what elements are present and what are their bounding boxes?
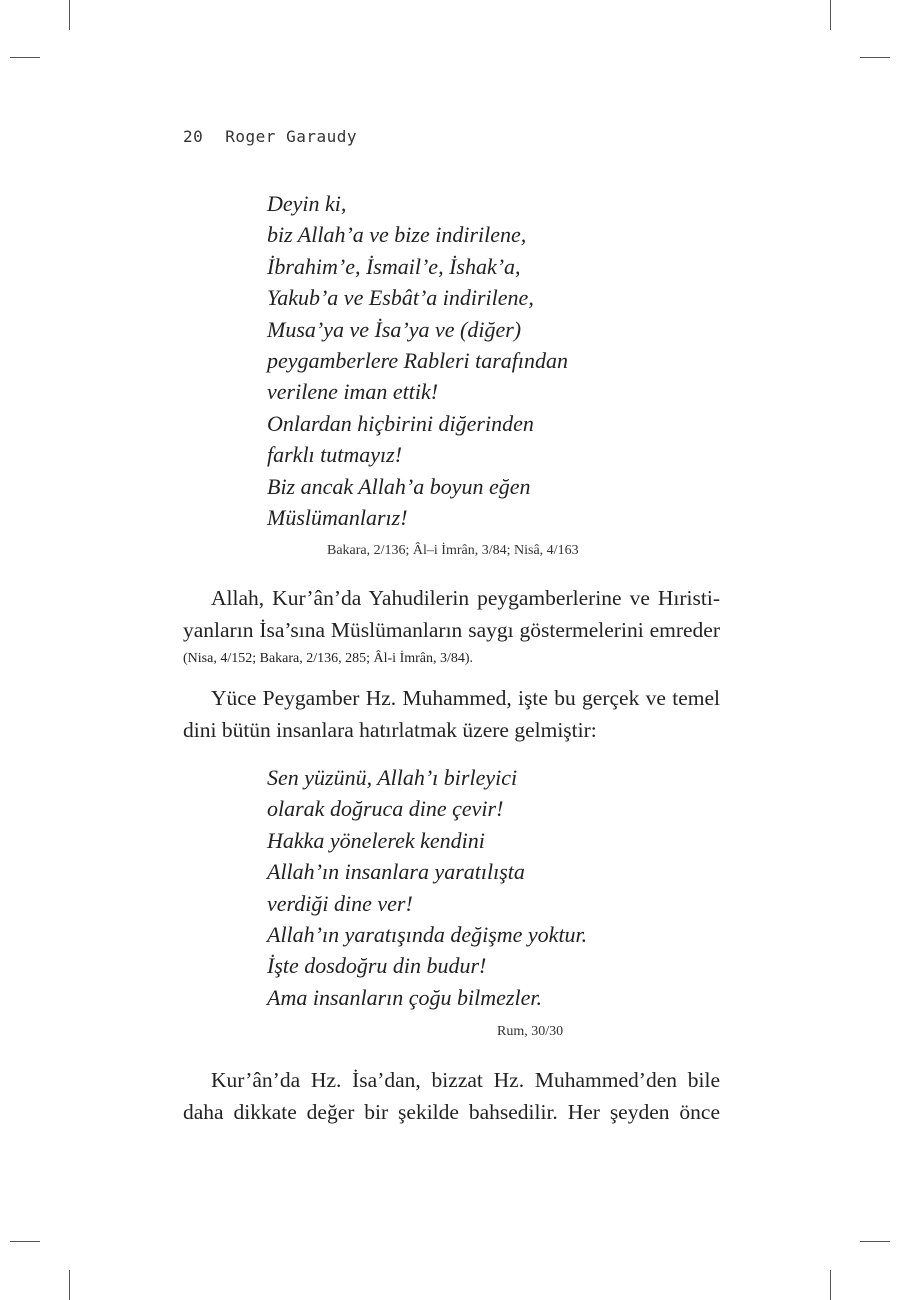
verse-line: Ama insanların çoğu bilmezler.	[267, 984, 542, 1010]
verse-citation-2: Rum, 30/30	[497, 1024, 564, 1039]
verse-line: Allah’ın yaratışında değişme yoktur.	[267, 921, 588, 947]
verse-line: peygamberlere Rableri tarafından	[267, 347, 569, 373]
verse-block-2	[267, 762, 587, 1013]
paragraph-line: Kur’ân’da Hz. İsa’dan, bizzat Hz. Muhammed’den bile	[211, 1068, 720, 1092]
verse-line: Allah’ın insanlara yaratılışta	[267, 859, 525, 885]
verse-citation-1: Bakara, 2/136; Âl–i İmrân, 3/84; Nisâ, 4/163	[327, 543, 579, 558]
verse-line: Musa’ya ve İsa’ya ve (diğer)	[267, 316, 522, 342]
paragraph-1	[183, 582, 720, 672]
crop-mark	[860, 57, 890, 58]
verse-line: İbrahim’e, İsmail’e, İshak’a,	[267, 253, 521, 279]
paragraph-line: Allah, Kur’ân’da Yahudilerin peygamberlerine ve Hıristi-	[211, 586, 720, 610]
verse-line: verilene iman ettik!	[267, 379, 439, 405]
verse-line: Müslümanlarız!	[267, 504, 408, 530]
crop-mark	[860, 1241, 890, 1242]
verse-line: olarak doğruca dine çevir!	[267, 796, 504, 822]
verse-line: verdiği dine ver!	[267, 890, 413, 916]
paragraph-line: dini bütün insanlara hatırlatmak üzere gelmiştir:	[183, 718, 597, 742]
verse-line: İşte dosdoğru din budur!	[267, 953, 487, 979]
paragraph-line: daha dikkate değer bir şekilde bahsedilir. Her şeyden önce	[183, 1100, 720, 1124]
crop-mark	[830, 0, 831, 30]
paragraph-3	[183, 1064, 720, 1128]
verse-block-1	[267, 188, 568, 533]
verse-line: Yakub’a ve Esbât’a indirilene,	[267, 285, 534, 311]
crop-mark	[69, 0, 70, 30]
running-head	[183, 127, 357, 146]
crop-mark	[830, 1270, 831, 1300]
paragraph-line: Yüce Peygamber Hz. Muhammed, işte bu gerçek ve temel	[211, 686, 720, 710]
paragraph-line: yanların İsa’sına Müslümanların saygı göstermelerini emreder	[183, 618, 720, 642]
crop-mark	[10, 57, 40, 58]
verse-line: Sen yüzünü, Allah’ı birleyici	[267, 765, 518, 790]
crop-mark	[10, 1241, 40, 1242]
paragraph-2	[183, 682, 720, 746]
verse-line: Hakka yönelerek kendini	[267, 827, 485, 853]
verse-line: Onlardan hiçbirini diğerinden	[267, 410, 534, 436]
verse-line: Biz ancak Allah’a boyun eğen	[267, 473, 531, 499]
author-name: Roger Garaudy	[225, 127, 357, 146]
page-number: 20	[183, 127, 204, 146]
verse-line: biz Allah’a ve bize indirilene,	[267, 222, 527, 248]
verse-line: Deyin ki,	[267, 191, 347, 216]
paragraph-reference: (Nisa, 4/152; Bakara, 2/136, 285; Âl-i İmrân, 3/84).	[183, 651, 474, 666]
verse-line: farklı tutmayız!	[267, 442, 403, 468]
crop-mark	[69, 1270, 70, 1300]
